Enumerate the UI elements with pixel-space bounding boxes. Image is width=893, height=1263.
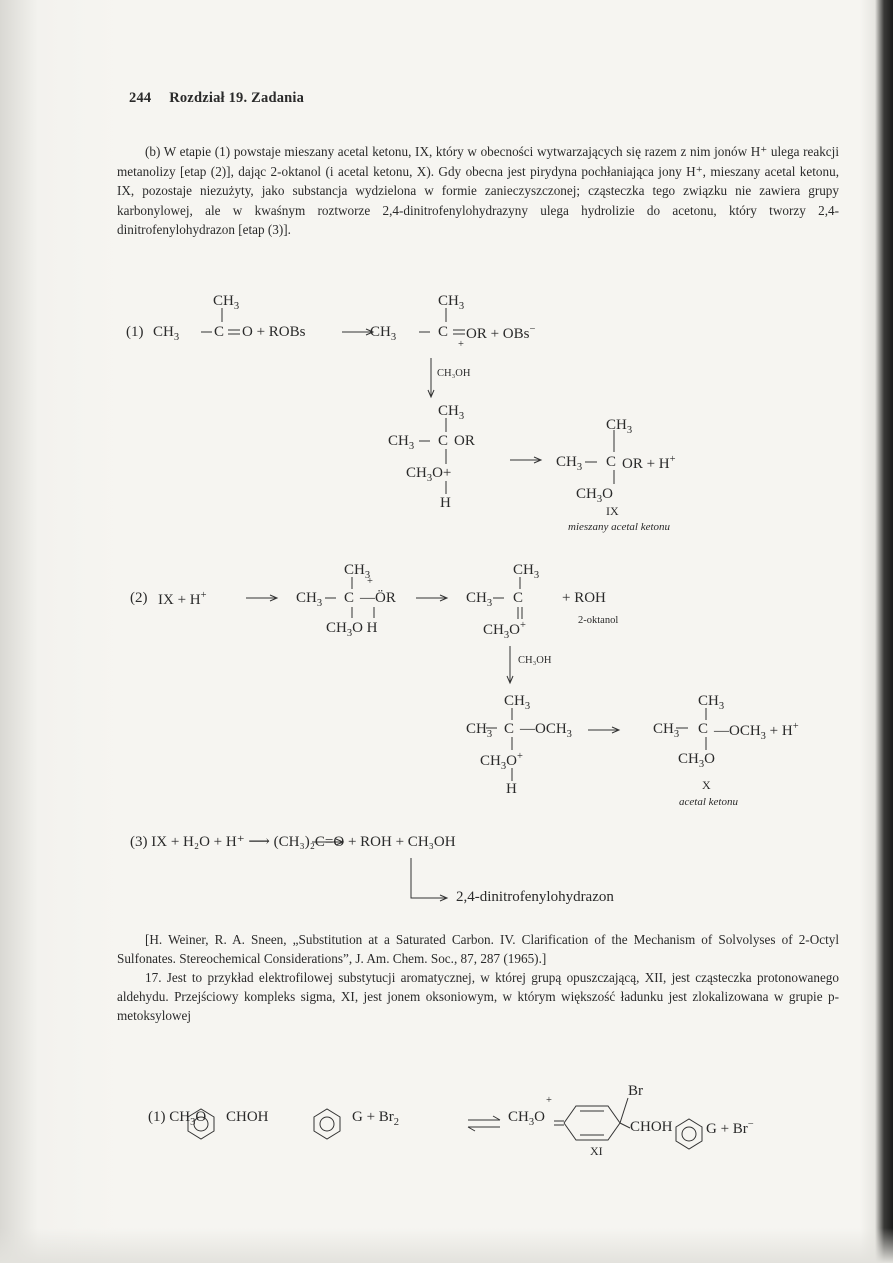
chem-text: $CH_3O$ H <box>326 620 378 639</box>
chem-text: $CH_3$ <box>606 417 633 436</box>
chem-text: $CH_3$ <box>438 403 465 422</box>
chem-text: $CH_3$ <box>344 562 371 581</box>
chem-text: OR <box>454 433 475 449</box>
chem-text: $CH_3$ <box>153 324 180 343</box>
chem-text: $CH_3O$ <box>508 1109 545 1128</box>
chem-text: $CH_3$ <box>653 721 680 740</box>
chem-text: $CH_3$ <box>556 454 583 473</box>
chem-text: CHOH <box>226 1109 269 1125</box>
chem-text: $CH_3$ <box>698 693 725 712</box>
chem-text: OR + OBs− <box>466 324 536 342</box>
chem-text: $CH_3O^+$ <box>480 751 523 772</box>
chem-text: (1) $CH_3O$ <box>148 1109 207 1128</box>
chem-text: $CH_3O+$ <box>406 465 452 484</box>
chem-text: IX + H+ <box>158 590 207 608</box>
chem-text: $—OCH_3$ <box>520 721 572 740</box>
compound-x-label: X <box>702 778 711 792</box>
step1-label: (1) <box>126 324 144 340</box>
chapter-title: Rozdział 19. Zadania <box>169 90 305 106</box>
chem-text: $CH_3O^+$ <box>483 620 526 641</box>
chem-text: C <box>606 454 617 470</box>
chem-text: $CH_3$ <box>513 562 540 581</box>
compound-x-name: acetal ketonu <box>679 796 738 808</box>
chem-text: + ROH <box>562 590 606 606</box>
chem-text: $G + Br_2$ <box>352 1109 400 1128</box>
chem-text: Br <box>628 1083 643 1099</box>
chem-text: + <box>367 576 373 587</box>
chem-text: $CH_3$ <box>504 693 531 712</box>
chem-text: C <box>438 324 449 340</box>
page-number: 244 <box>129 90 152 106</box>
chem-text: C <box>214 324 225 340</box>
compound-ix-label: IX <box>606 504 619 518</box>
paragraph-b-text: (b) W etapie (1) powstaje mieszany acetal ketonu, IX, który w obecności wytwarzających się razem z nim jonów H⁺ ulega reakcji metanolizy [etap (2)], dając 2-oktanol (i acetal ketonu, X). Gdy obecna jest pirydyna pochłaniająca jony H⁺, mieszany acetal ketonu, IX, pozostaje niezużyty, jako substancja wydzielona w formie zanieczyszczonej; cząsteczka tego związku nie zawiera grupy karbonylowej, ale w kwaśnym roztworze 2,4-dinitrofenylohydrazyny ulega hydrolizie do acetonu, który tworzy 2,4-dinitrofenylohydrazon [etap (3)]. <box>117 144 839 237</box>
chem-text: $CH_3O$ <box>576 486 613 505</box>
chem-text: $CH_3$ <box>388 433 415 452</box>
chem-text: C <box>344 590 355 606</box>
chem-text: C <box>438 433 449 449</box>
chem-text: $CH_3O$ <box>678 751 715 770</box>
reagent-label: CH₃OH <box>437 368 471 379</box>
chem-text: + <box>546 1095 552 1106</box>
chem-text: + <box>458 339 464 350</box>
citation-text: [H. Weiner, R. A. Sneen, „Substitution at a Saturated Carbon. IV. Clarification of the Mechanism of Solvolyses of 2-Octyl Sulfonates. Stereochemical Considerations”, J. Am. Chem. Soc., 87, 287 (1965).] <box>117 932 839 966</box>
step3-product: 2,4-dinitrofenylohydrazon <box>456 889 614 905</box>
page-shadow <box>0 1228 893 1263</box>
chem-text: O + ROBs <box>242 324 306 340</box>
compound-ix-name: mieszany acetal ketonu <box>568 521 671 533</box>
chem-text: H <box>440 495 451 511</box>
reagent-label: CH₃OH <box>518 655 552 666</box>
chem-text: $CH_3$ <box>213 293 240 312</box>
chem-text: $CH_3$ <box>370 324 397 343</box>
chem-text: $CH_3$ <box>466 721 493 740</box>
chem-text: H <box>506 781 517 797</box>
chem-text: C <box>698 721 709 737</box>
chem-text: $—OCH_3 + H^+$ <box>714 721 799 742</box>
chem-text: OR + H+ <box>622 454 676 472</box>
compound-xi-label: XI <box>590 1144 603 1158</box>
chem-text: $CH_3$ <box>296 590 323 609</box>
step2-label: (2) <box>130 590 148 606</box>
chem-text: —ÖR <box>360 590 396 606</box>
problem-17-text: 17. Jest to przykład elektrofilowej substytucji aromatycznej, w której grupą opuszczającą, XII, jest cząsteczka protonowanego aldehydu. Przejściowy kompleks sigma, XI, jest jonem oksoniowym, w którym większość ładunku jest zlokalizowana w grupie p-metoksylowej <box>117 970 839 1023</box>
chem-text: C <box>513 590 524 606</box>
chem-text: $CH_3$ <box>438 293 465 312</box>
chem-text: G + Br− <box>706 1119 754 1137</box>
chem-text: $CH_3$ <box>466 590 493 609</box>
step3-equation: (3) IX + H₂O + H⁺ ⟶ (CH₃)₂C=O + ROH + CH₃OH <box>130 834 456 850</box>
chem-text: C <box>504 721 515 737</box>
chem-text: CHOH <box>630 1119 673 1135</box>
octanol-label: 2-oktanol <box>578 615 619 626</box>
